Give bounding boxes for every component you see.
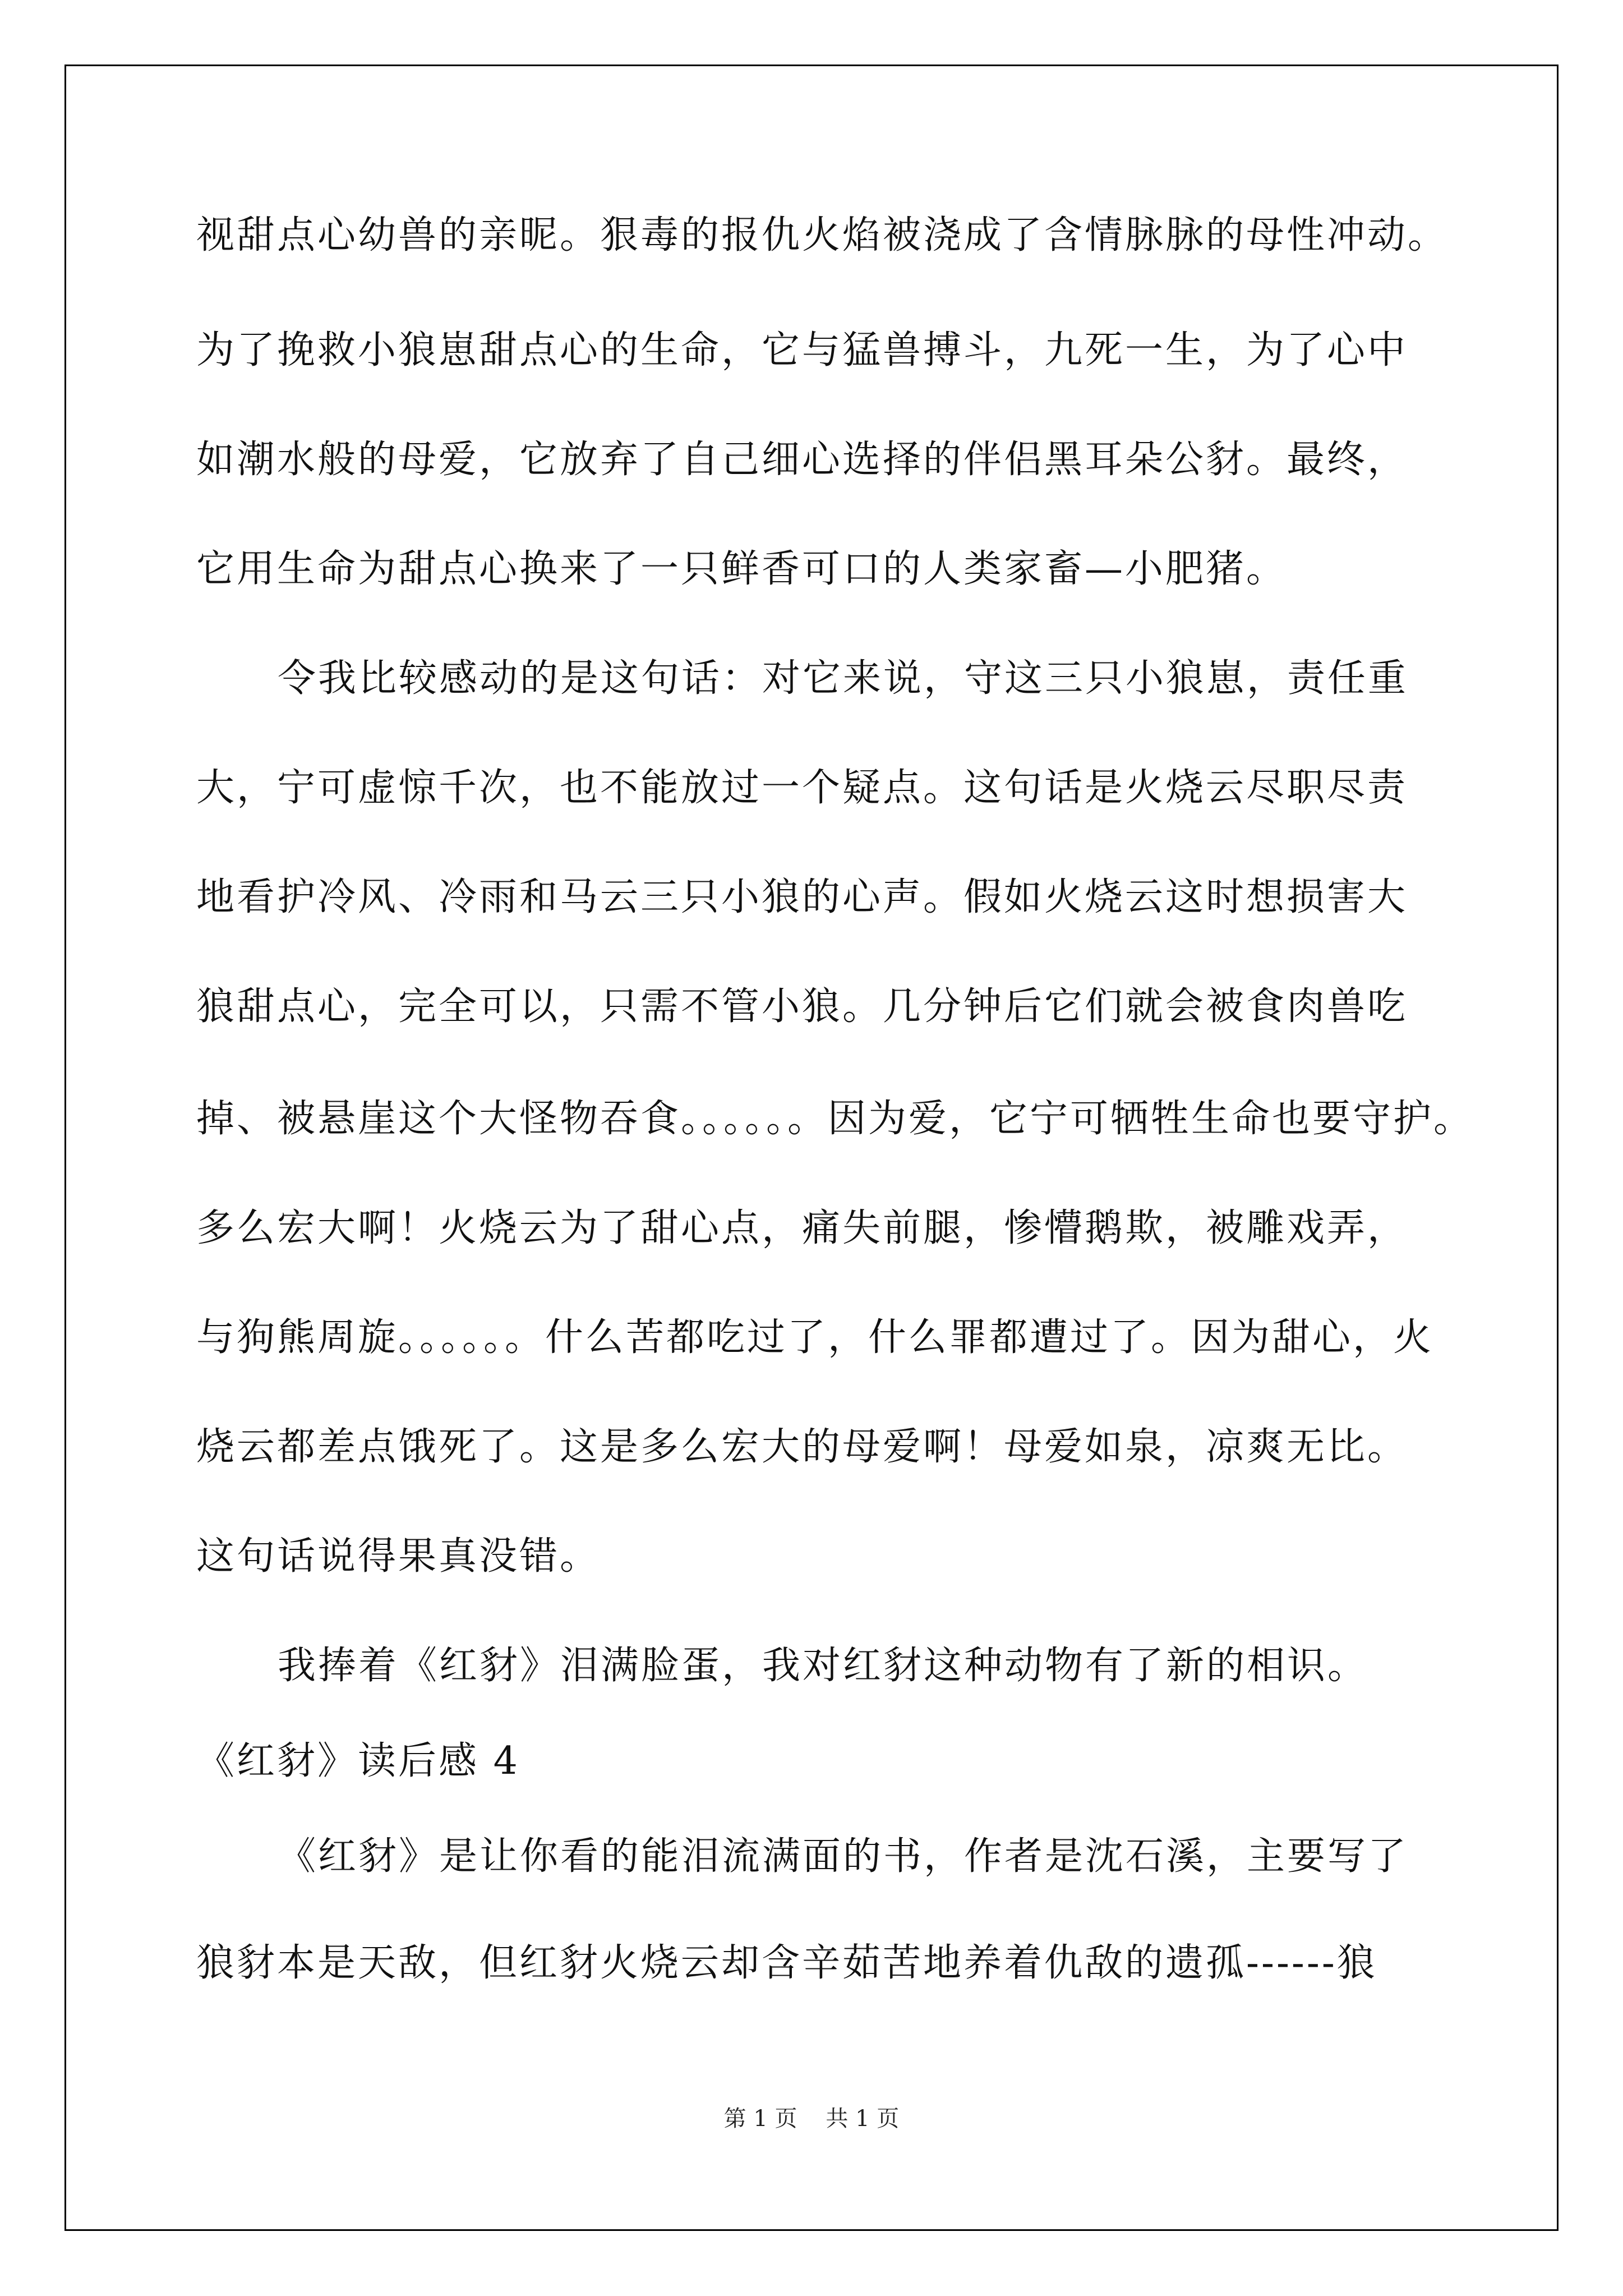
page-border [64, 65, 1559, 2231]
text-line: 多么宏大啊！火烧云为了甜心点，痛失前腿，惨懵鹅欺，被雕戏弄， [196, 1206, 1408, 1250]
text-line: 视甜点心幼兽的亲昵。狠毒的报仇火焰被浇成了含情脉脉的母性冲动。 [196, 213, 1449, 257]
paragraph-first-line: 令我比较感动的是这句话：对它来说，守这三只小狼崽，责任重 [278, 656, 1409, 701]
text-line: 地看护冷风、冷雨和马云三只小狼的心声。假如火烧云这时想损害大 [196, 875, 1408, 919]
section-heading: 《红豺》读后感 4 [196, 1739, 520, 1783]
text-line: 掉、被悬崖这个大怪物吞食。。。。。。因为爱，它宁可牺牲生命也要守护。 [196, 1097, 1474, 1141]
paragraph-first-line: 《红豺》是让你看的能泪流满面的书，作者是沈石溪，主要写了 [278, 1834, 1409, 1879]
paragraph-first-line: 我捧着《红豺》泪满脸蛋，我对红豺这种动物有了新的相识。 [278, 1644, 1368, 1688]
text-line: 它用生命为甜点心换来了一只鲜香可口的人类家畜—小肥猪。 [196, 547, 1287, 591]
text-line: 与狗熊周旋。。。。。。什么苦都吃过了，什么罪都遭过了。因为甜心，火 [196, 1315, 1434, 1360]
text-line: 大，宁可虚惊千次，也不能放过一个疑点。这句话是火烧云尽职尽责 [196, 766, 1408, 810]
text-line: 狼甜点心，完全可以，只需不管小狼。几分钟后它们就会被食肉兽吃 [196, 984, 1408, 1029]
text-line: 如潮水般的母爱，它放弃了自己细心选择的伴侣黑耳朵公豺。最终， [196, 438, 1408, 482]
page-number: 第 1 页 [723, 2106, 797, 2132]
text-line: 为了挽救小狼崽甜点心的生命，它与猛兽搏斗，九死一生，为了心中 [196, 328, 1408, 372]
text-line: 狼豺本是天敌，但红豺火烧云却含辛茹苦地养着仇敌的遗孤------狼 [196, 1941, 1377, 1985]
text-line: 这句话说得果真没错。 [196, 1534, 601, 1579]
page-total: 共 1 页 [826, 2106, 900, 2132]
page-footer [0, 2101, 1623, 2133]
text-line: 烧云都差点饿死了。这是多么宏大的母爱啊！母爱如泉，凉爽无比。 [196, 1425, 1408, 1469]
